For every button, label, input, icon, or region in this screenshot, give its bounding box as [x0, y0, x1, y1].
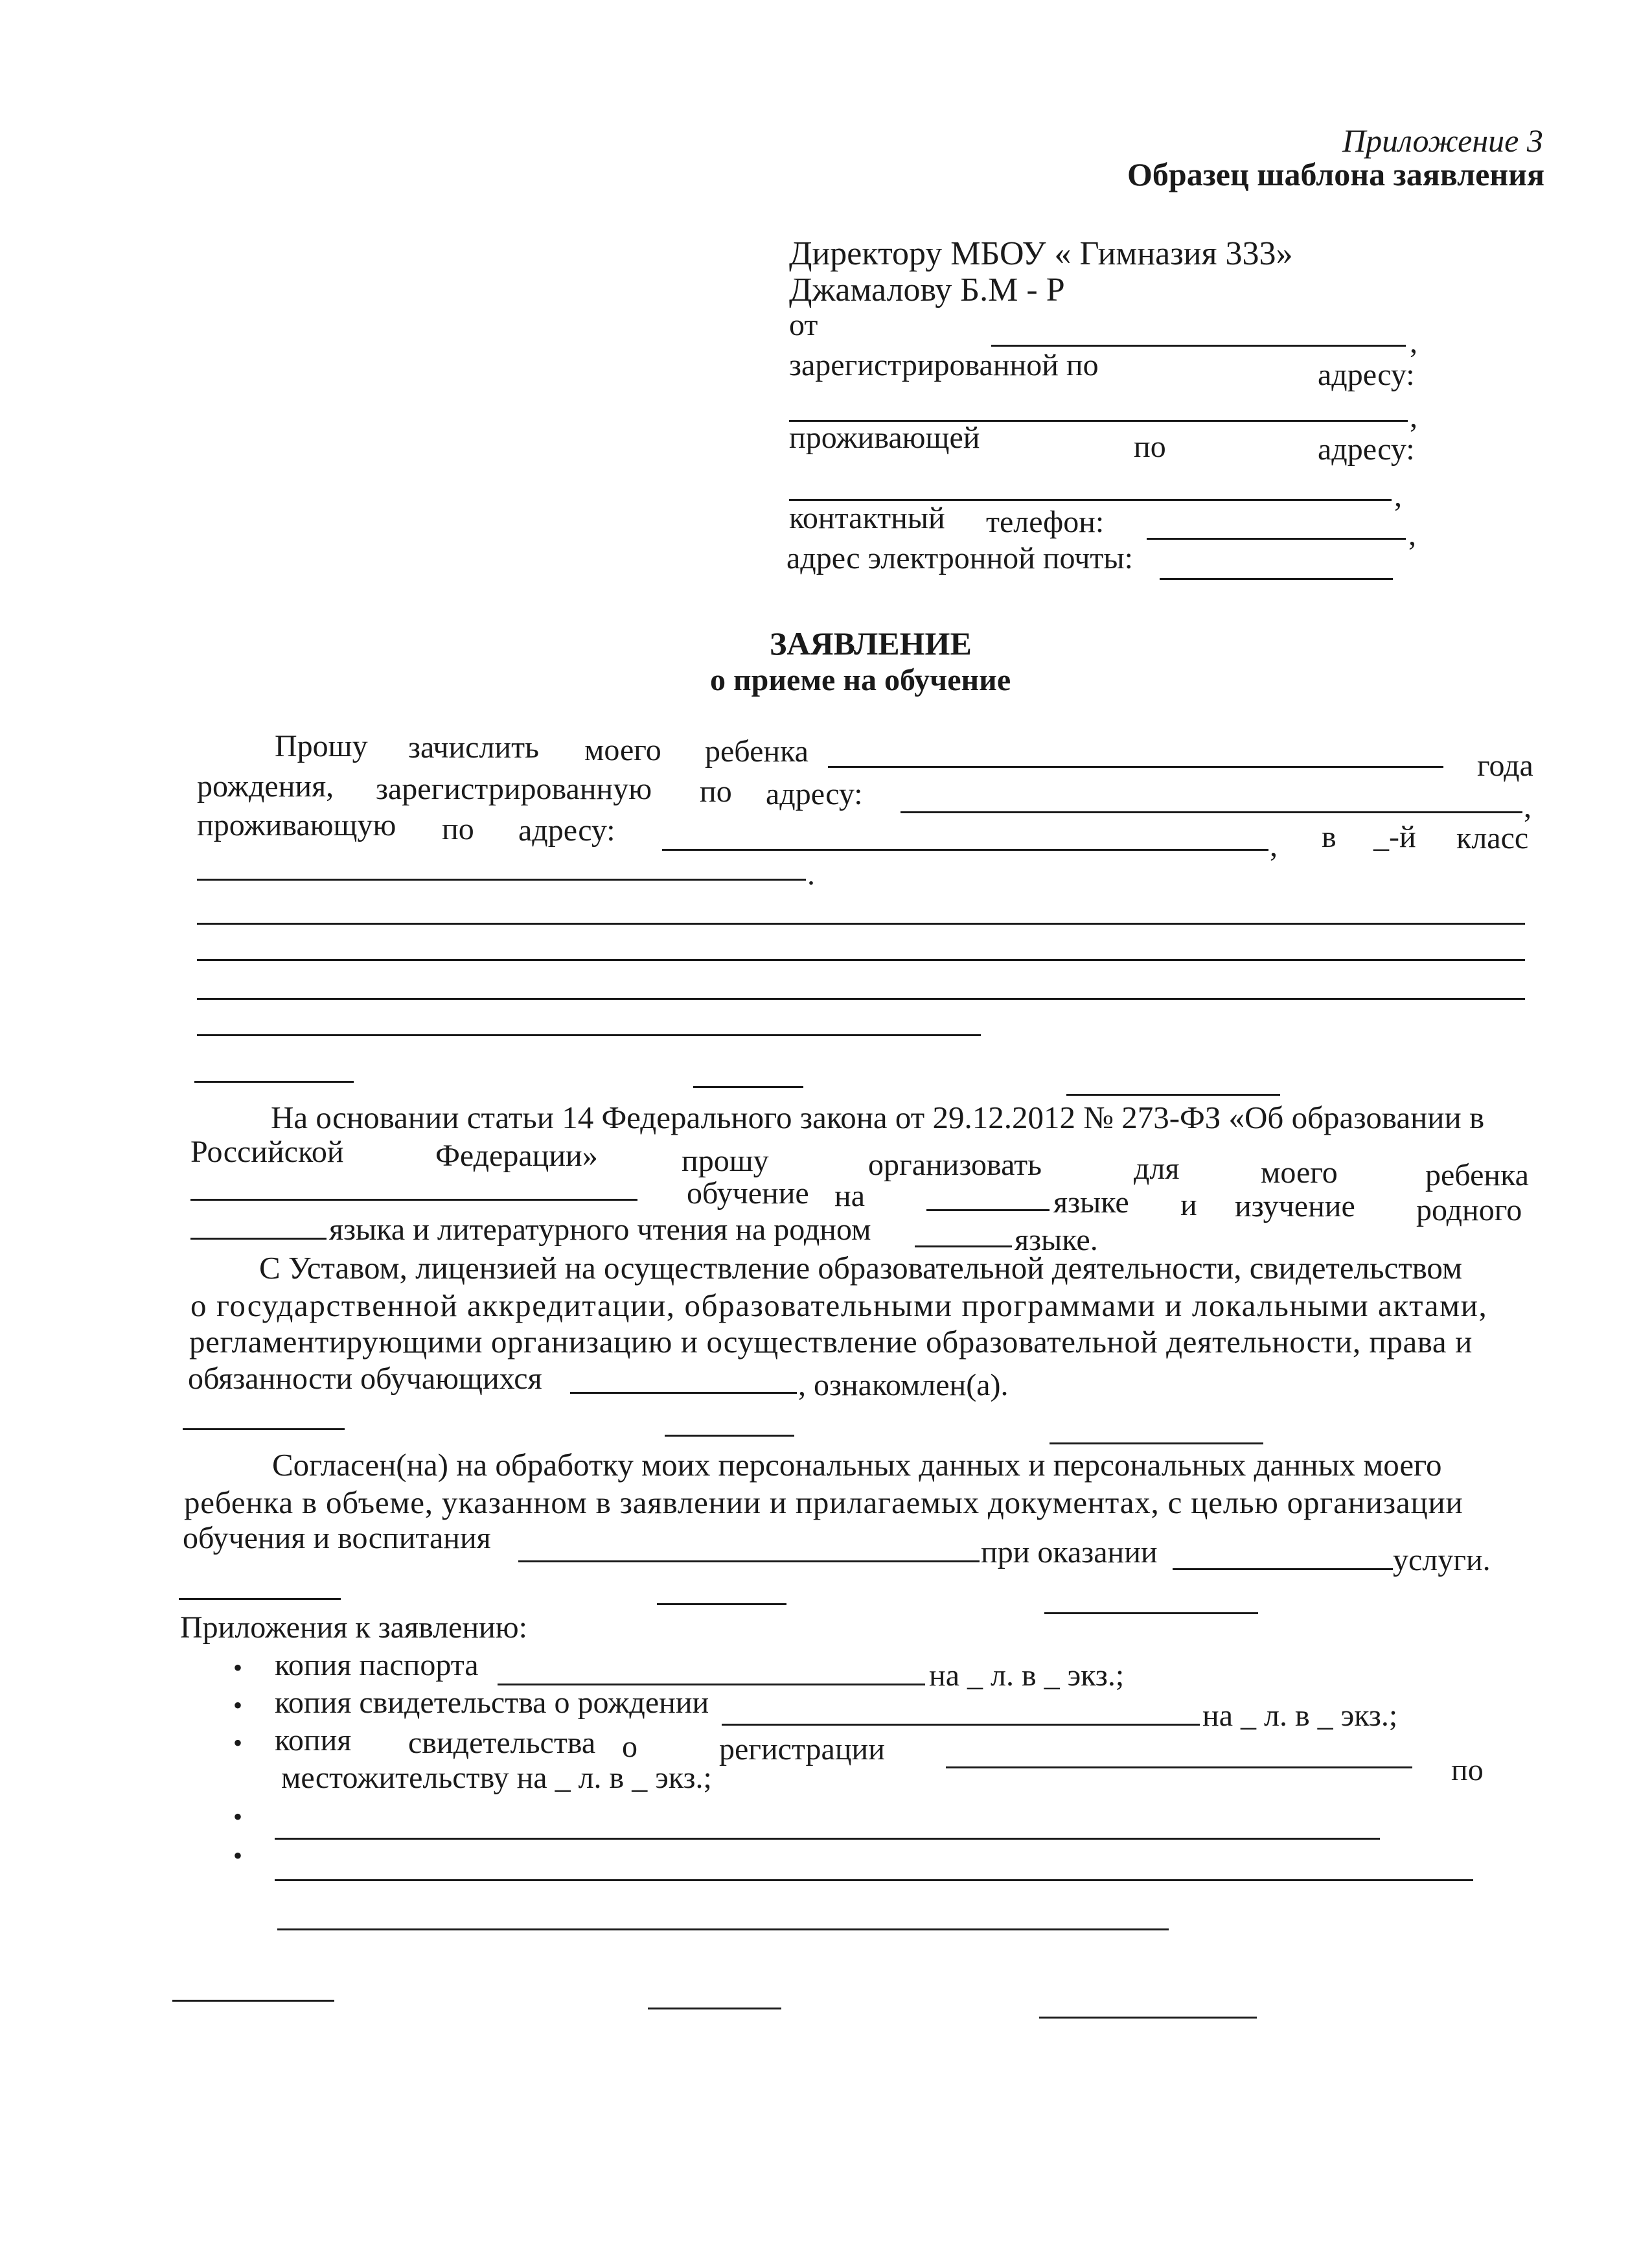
email-field-line[interactable] — [1160, 578, 1393, 580]
consent-line-2: ребенка в объеме, указанном в заявлении и прилагаемых документах, с целью организации — [184, 1485, 1463, 1520]
education-field-line[interactable] — [518, 1560, 980, 1562]
name-signature-line-2[interactable] — [1050, 1442, 1263, 1444]
bullet-icon: • — [233, 1691, 243, 1720]
date-signature-line-1[interactable] — [194, 1081, 354, 1083]
residing-label: проживающей — [789, 421, 980, 455]
extra-line-1[interactable] — [197, 923, 1525, 925]
request-birth-word-1: рождения, — [197, 769, 334, 804]
attachment-reg-word-4: регистрации — [719, 1732, 885, 1766]
addressee-line1: Директору МБОУ « Гимназия 333» — [789, 235, 1293, 272]
child-name-field-line[interactable] — [828, 766, 1443, 768]
comma: , — [1410, 400, 1417, 434]
request-residing-word-1: проживающую — [197, 808, 396, 842]
consent-line-3b: при оказании — [981, 1535, 1158, 1569]
name-signature-line-3[interactable] — [1044, 1612, 1258, 1614]
consent-line-3c: услуги. — [1393, 1543, 1491, 1577]
residing-address-label: адресу: — [1318, 432, 1415, 467]
extra-line-2[interactable] — [197, 959, 1525, 961]
name-signature-line-1[interactable] — [1066, 1094, 1280, 1096]
class-v-label: в — [1322, 820, 1337, 854]
from-label: от — [789, 308, 818, 342]
year-label: года — [1477, 748, 1533, 783]
basis-obuchenie: обучение — [687, 1176, 809, 1210]
bullet-icon: • — [233, 1728, 243, 1757]
basis-line-4a: языка и литературного чтения на родном — [329, 1212, 871, 1247]
comma: , — [1394, 479, 1402, 513]
bullet-icon: • — [233, 1653, 243, 1682]
request-continuation-line[interactable] — [197, 879, 806, 881]
registered-address-label: адресу: — [1318, 358, 1415, 392]
basis-word-2: Федерации» — [435, 1139, 598, 1173]
phone-field-line[interactable] — [1147, 538, 1406, 540]
attachment-reg-word-1: копия — [275, 1723, 352, 1757]
attachment-reg-word-2: свидетельства — [408, 1726, 596, 1760]
basis-word-4: организовать — [868, 1148, 1042, 1182]
charter-line-4b: , ознакомлен(а). — [798, 1368, 1009, 1402]
request-residing-word-3: адресу: — [518, 813, 615, 848]
attachment-passport-tail: на _ л. в _ экз.; — [929, 1658, 1125, 1693]
attachment-reg-po: по — [1451, 1753, 1484, 1787]
consent-line-1: Согласен(на) на обработку моих персональных данных и персональных данных моего — [272, 1447, 1442, 1483]
attachments-heading: Приложения к заявлению: — [180, 1610, 527, 1645]
appendix-label: Приложение 3 — [1342, 122, 1543, 159]
attachment-reg-word-3: о — [622, 1730, 637, 1764]
request-word-3: моего — [584, 733, 661, 767]
birth-field-line[interactable] — [722, 1724, 1200, 1726]
charter-line-3: регламентирующими организацию и осуществление образовательной деятельности, права и — [189, 1324, 1473, 1360]
request-birth-word-3: по — [700, 774, 732, 809]
date-signature-line-4[interactable] — [172, 2000, 334, 2002]
registration-field-line[interactable] — [946, 1766, 1412, 1768]
signature-line-3[interactable] — [657, 1603, 786, 1605]
phone-label-2: телефон: — [986, 505, 1105, 539]
request-word-1: Прошу — [275, 729, 368, 763]
request-residing-word-2: по — [442, 812, 474, 846]
addressee-line2: Джамалову Б.М - Р — [789, 272, 1065, 308]
child-residing-address-line[interactable] — [662, 849, 1268, 851]
comma: , — [1270, 829, 1278, 863]
consent-line-3a: обучения и воспитания — [183, 1521, 491, 1555]
charter-line-4a: обязанности обучающихся — [188, 1361, 542, 1396]
basis-line-1: На основании статьи 14 Федерального закона от 29.12.2012 № 273-ФЗ «Об образовании в — [271, 1100, 1485, 1135]
basis-line-4b: языке. — [1015, 1223, 1098, 1257]
extra-line-4[interactable] — [197, 1034, 981, 1036]
email-label: адрес электронной почты: — [786, 541, 1133, 575]
bullet-icon: • — [233, 1841, 243, 1870]
phone-label: контактный — [789, 501, 945, 535]
language-field-line[interactable] — [926, 1209, 1050, 1211]
request-word-2: зачислить — [408, 730, 539, 765]
charter-line-2: о государственной аккредитации, образовательными программами и локальными актами, — [190, 1288, 1488, 1323]
request-birth-word-2: зарегистрированную — [376, 772, 652, 806]
date-signature-line-2[interactable] — [183, 1428, 345, 1430]
request-birth-word-4: адресу: — [766, 777, 863, 811]
basis-word-5: для — [1134, 1152, 1180, 1186]
registered-label: зарегистрированной по — [789, 348, 1099, 382]
signature-line-2[interactable] — [665, 1435, 794, 1437]
basis-and: и — [1180, 1188, 1197, 1222]
basis-native: родного — [1416, 1193, 1522, 1227]
native-language-field-line-2[interactable] — [915, 1245, 1012, 1247]
other-attachment-line-2[interactable] — [275, 1879, 1473, 1881]
extra-line-3[interactable] — [197, 998, 1525, 1000]
date-signature-line-3[interactable] — [179, 1598, 341, 1600]
class-label: класс — [1456, 821, 1529, 855]
basis-word-7: ребенка — [1425, 1158, 1529, 1192]
comma: , — [1408, 518, 1416, 552]
attachment-birth: копия свидетельства о рождении — [275, 1685, 709, 1720]
signature-line-4[interactable] — [648, 2008, 781, 2009]
name-signature-line-4[interactable] — [1039, 2017, 1257, 2019]
basis-word-6: моего — [1261, 1155, 1338, 1190]
attachment-birth-tail: на _ л. в _ экз.; — [1202, 1698, 1398, 1733]
basis-study: изучение — [1235, 1189, 1355, 1223]
basis-word-3: прошу — [682, 1144, 769, 1178]
other-attachment-line-1[interactable] — [275, 1838, 1380, 1840]
request-word-4: ребенка — [705, 734, 809, 769]
signature-line-1[interactable] — [693, 1086, 803, 1088]
basis-language-word: языке — [1053, 1185, 1129, 1220]
child-name-field-line-2[interactable] — [190, 1199, 637, 1201]
bullet-icon: • — [233, 1802, 243, 1831]
comma: , — [1524, 790, 1532, 824]
template-title: Образец шаблона заявления — [1127, 156, 1545, 192]
document-title: ЗАЯВЛЕНИЕ — [770, 625, 972, 662]
attachment-reg-line-2: местожительству на _ л. в _ экз.; — [281, 1761, 712, 1795]
comma: , — [1410, 325, 1417, 360]
basis-word-1: Российской — [190, 1135, 344, 1169]
residing-po-label: по — [1134, 430, 1166, 464]
request-end-dot: . — [807, 857, 815, 892]
child-registered-address-line[interactable] — [901, 811, 1522, 813]
charter-line-1: С Уставом, лицензией на осуществление образовательной деятельности, свидетельством — [259, 1250, 1462, 1286]
acknowledged-field-line[interactable] — [570, 1392, 797, 1394]
basis-na: на — [834, 1179, 865, 1213]
service-field-line[interactable] — [1173, 1568, 1393, 1570]
from-field-line[interactable] — [991, 345, 1406, 347]
native-language-field-line[interactable] — [190, 1238, 327, 1240]
class-number-blank[interactable]: _-й — [1373, 820, 1416, 854]
other-attachment-line-3[interactable] — [277, 1928, 1169, 1930]
attachment-passport: копия паспорта — [275, 1648, 479, 1682]
document-subtitle: о приеме на обучение — [710, 663, 1011, 697]
